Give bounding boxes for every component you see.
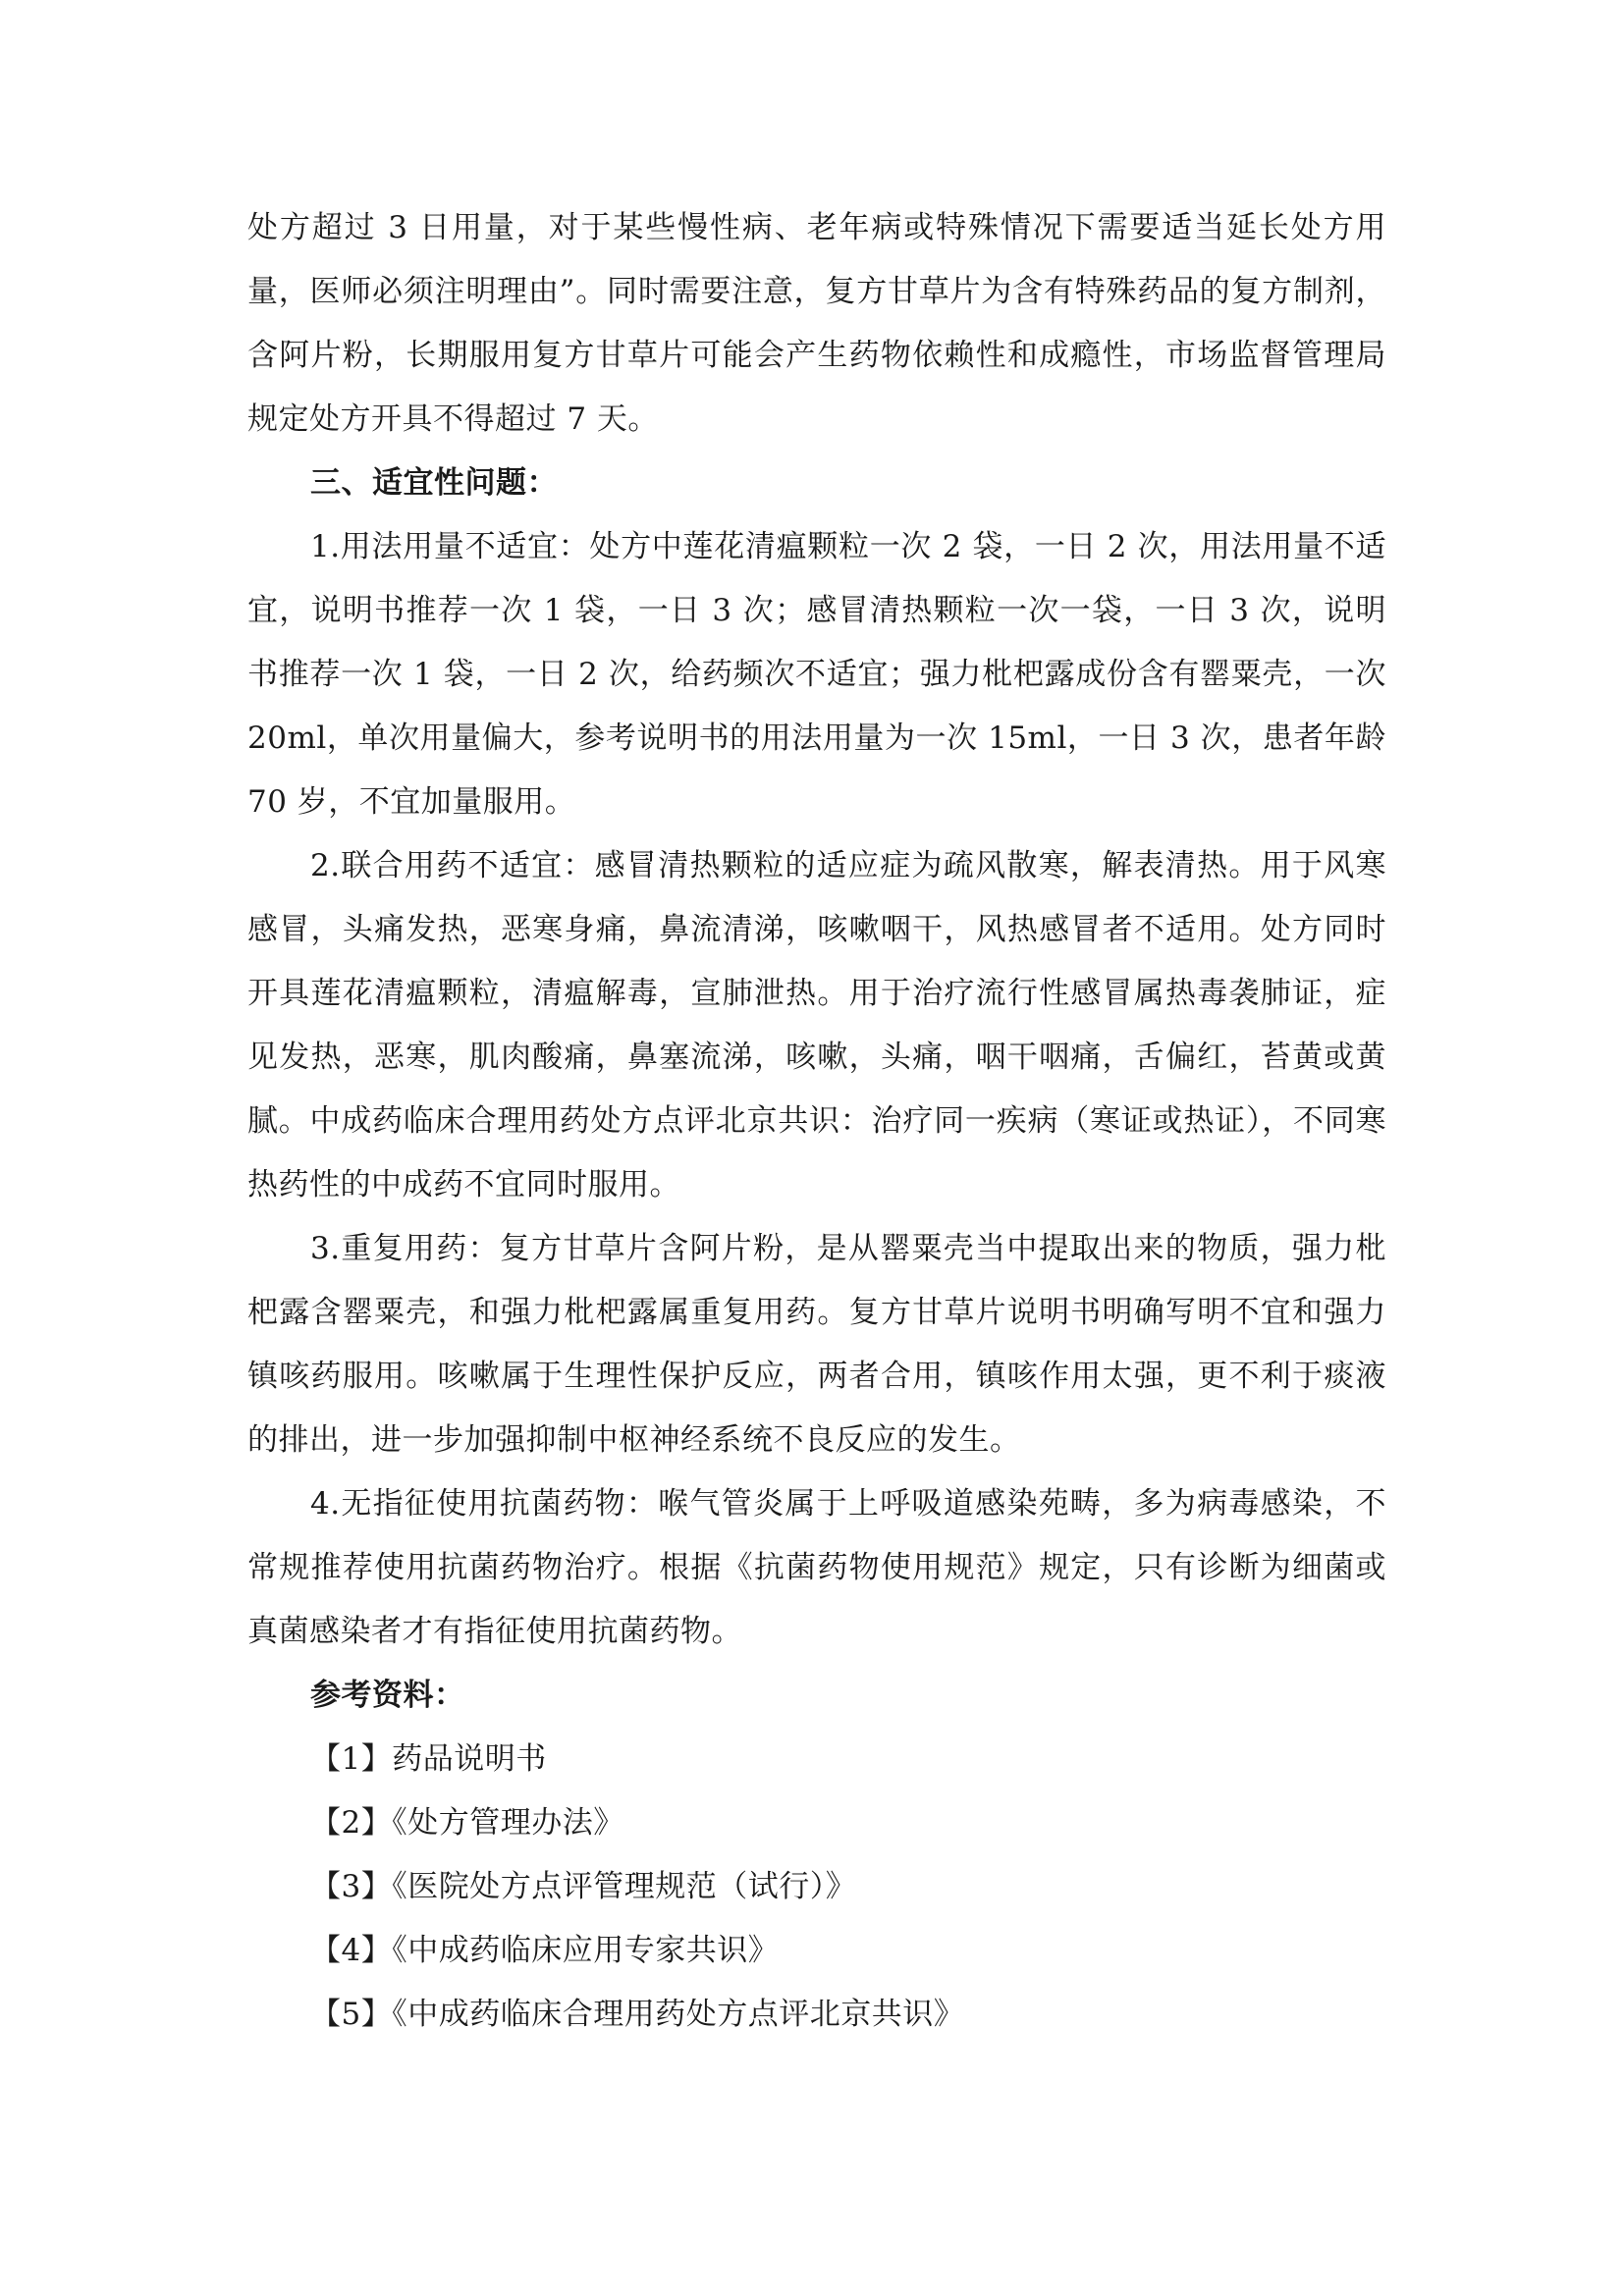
reference-item: 【2】《处方管理办法》 bbox=[310, 1805, 624, 1841]
item-dosage-paragraph: 1.用法用量不适宜：处方中莲花清瘟颗粒一次 2 袋，一日 2 次，用法用量不适宜，说明书推荐一次 1 袋，一日 3 次；感冒清热颗粒一次一袋，一日 3 次，说明书推荐一次 1 袋，一日 2 次，给药频次不适宜；强力枇杷露成份含有罂粟壳，一次 20ml，单次用量偏大，参考说明书的用法用量为一次 15ml，一日 3 次，患者年龄 70 岁，不宜加量服用。 bbox=[247, 529, 1386, 820]
item-antibiotic-paragraph: 4.无指征使用抗菌药物：喉气管炎属于上呼吸道感染苑畴，多为病毒感染，不常规推荐使用抗菌药物治疗。根据《抗菌药物使用规范》规定，只有诊断为细菌或真菌感染者才有指征使用抗菌药物。 bbox=[247, 1486, 1386, 1649]
item-combination-paragraph: 2.联合用药不适宜：感冒清热颗粒的适应症为疏风散寒，解表清热。用于风寒感冒，头痛发热，恶寒身痛，鼻流清涕，咳嗽咽干，风热感冒者不适用。处方同时开具莲花清瘟颗粒，清瘟解毒，宣肺泄热。用于治疗流行性感冒属热毒袭肺证，症见发热，恶寒，肌肉酸痛，鼻塞流涕，咳嗽，头痛，咽干咽痛，舌偏红，苔黄或黄腻。中成药临床合理用药处方点评北京共识：治疗同一疾病（寒证或热证），不同寒热药性的中成药不宜同时服用。 bbox=[247, 848, 1386, 1202]
item-duplicate-paragraph: 3.重复用药：复方甘草片含阿片粉，是从罂粟壳当中提取出来的物质，强力枇杷露含罂粟壳，和强力枇杷露属重复用药。复方甘草片说明书明确写明不宜和强力镇咳药服用。咳嗽属于生理性保护反应，两者合用，镇咳作用太强，更不利于痰液的排出，进一步加强抑制中枢神经系统不良反应的发生。 bbox=[247, 1231, 1386, 1458]
references-heading: 参考资料： bbox=[310, 1678, 465, 1713]
reference-item: 【5】《中成药临床合理用药处方点评北京共识》 bbox=[310, 1997, 965, 2032]
intro-paragraph: 处方超过 3 日用量，对于某些慢性病、老年病或特殊情况下需要适当延长处方用量，医师必须注明理由”。同时需要注意，复方甘草片为含有特殊药品的复方制剂，含阿片粉，长期服用复方甘草片可能会产生药物依赖性和成瘾性，市场监督管理局规定处方开具不得超过 7 天。 bbox=[247, 210, 1386, 437]
reference-item: 【1】药品说明书 bbox=[310, 1741, 547, 1777]
document-body bbox=[247, 196, 1386, 2047]
reference-item: 【3】《医院处方点评管理规范（试行）》 bbox=[310, 1869, 857, 1904]
section-heading-suitability: 三、适宜性问题： bbox=[310, 465, 558, 501]
reference-item: 【4】《中成药临床应用专家共识》 bbox=[310, 1933, 780, 1968]
references-list bbox=[247, 1728, 1386, 2047]
